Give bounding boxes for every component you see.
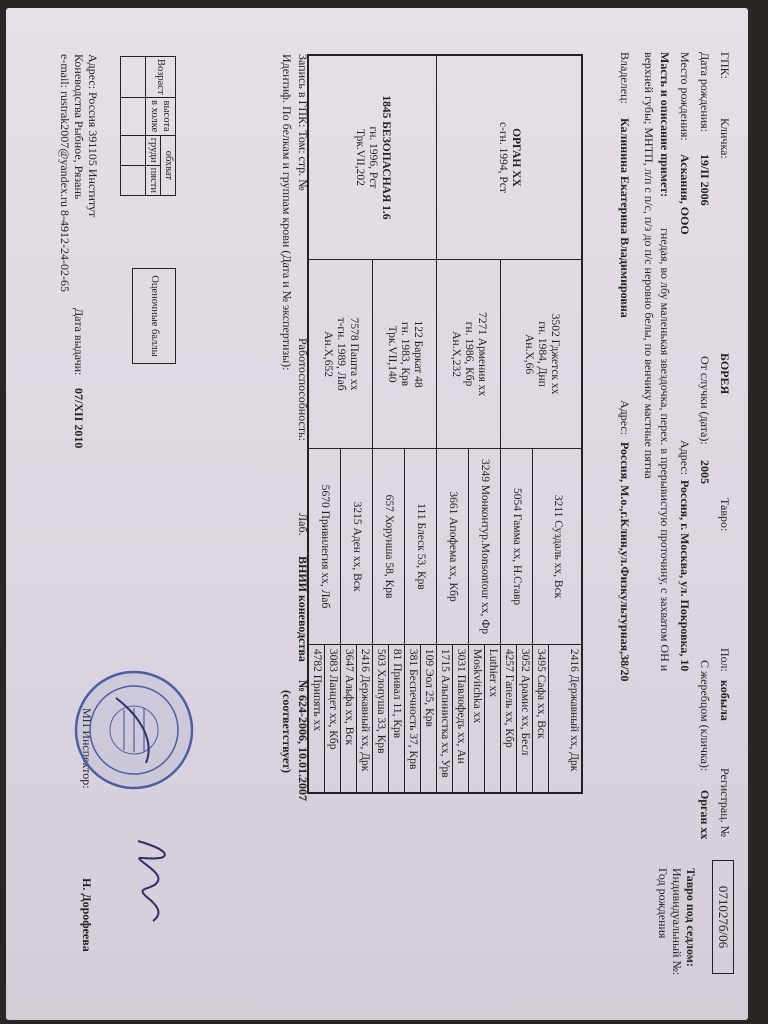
gpk-entry: Запись в ГПК: Том: стр. №: [296, 54, 310, 191]
owner-label: Владелец:: [618, 52, 632, 104]
conforms-note: (соответствует): [280, 690, 294, 774]
pedigree-gen2-1: [501, 259, 582, 448]
age-header: Возраст: [146, 57, 176, 98]
birth-date: 19/II 2006: [698, 154, 712, 206]
pedigree-gen4-3: 3052 Арамис хх, Бесл: [517, 644, 533, 793]
pedigree-gen2-2: [437, 259, 501, 448]
individual-number-label: Индивидуальный №:: [670, 868, 684, 976]
markings-label: Масть и описание примет:: [658, 52, 672, 198]
lab-label: Лаб.: [296, 513, 310, 536]
dam-cell: [309, 55, 438, 259]
owner-name: Калинина Екатерина Владимировна: [618, 118, 632, 318]
mating-date: 2005: [698, 460, 712, 484]
issue-date: 07/XII 2010: [72, 388, 86, 449]
institute-address-2: Коневодства Рыбное, Рязань: [72, 54, 86, 200]
sire-name: ОРГАН ХХ: [510, 128, 523, 187]
pedigree-gen3-4: 3661 Апофема хх, Кбр: [437, 449, 469, 645]
height-header: высота в холке: [146, 97, 176, 135]
chest-header: груди: [146, 135, 161, 165]
foal-sire-label: С жеребцом (кличка):: [698, 660, 712, 772]
pedigree-gen3-6: 657 Хорунша 58, Крв: [373, 449, 405, 645]
institute-address: Адрес: Россия 391105 Институт: [86, 54, 100, 218]
birth-year-label: Год рождения: [656, 868, 670, 939]
brand-label: Тавро:: [718, 498, 732, 532]
pedigree-gen3-5: 111 Блеск 53, Крв: [405, 449, 437, 645]
pedigree-gen4-10: 381 Беспечность 37, Крв: [405, 644, 421, 793]
markings-line-1: гнедая, во лбу маленькая звездочка, перех. в прерывистую проточину, с захватом ОН и: [658, 228, 672, 672]
inspector-name: Н. Дорофеева: [80, 878, 94, 952]
pedigree-gen3-2: 5054 Гамма хх, Н.Ставр: [501, 449, 533, 645]
pedigree-certificate: [6, 8, 748, 1020]
sex-value: кобыла: [718, 680, 732, 721]
pedigree-gen4-12: 503 Хлопуша 33, Крв: [373, 644, 389, 793]
signature-icon: [123, 836, 183, 926]
score-table: [132, 268, 176, 364]
contact-line: e-mail: rustrak2007@yandex.ru 8-4912-24-02-65: [58, 54, 72, 292]
score-header: Оценочные баллы: [133, 269, 176, 364]
dam-info-2: Трк.VII,202: [354, 129, 367, 186]
dam-name: 1845 БЕЗОПАСНАЯ 1.6: [380, 95, 393, 220]
registration-number: 071027б/06: [712, 860, 734, 974]
pedigree-table: [308, 54, 584, 794]
gpk-label: ГПК:: [718, 52, 732, 79]
pedigree-gen2-4-line3: Ан.X,652: [322, 331, 335, 377]
pedigree-gen3-1: 3211 Суздаль хх, Вск: [533, 449, 582, 645]
sire-cell: [437, 55, 582, 259]
document-photo: [6, 8, 748, 1020]
birthplace-address-label: Адрес:: [678, 440, 692, 476]
dam-info-1: гн. 1996, Рст: [367, 126, 380, 189]
pedigree-gen2-2-line3: Ан.X,232: [450, 331, 463, 377]
birth-date-label: Дата рождения:: [698, 52, 712, 133]
girth-header: обхват: [161, 135, 176, 195]
pedigree-gen4-5: Luthier хх: [485, 644, 501, 793]
official-stamp-icon: [72, 668, 196, 792]
owner-address: Россия, М.о.,г.Клин,ул.Физкультурная,38/20: [618, 442, 632, 682]
pedigree-gen2-1-line2: гн. 1984, Днп: [535, 321, 548, 387]
birthplace: Аскания, ООО: [678, 154, 692, 235]
lab-number: № 624-2006, 10.01.2007: [296, 680, 310, 802]
sire-info: с-гн. 1994, Рст: [497, 122, 510, 193]
cannon-header: пясти: [146, 165, 161, 195]
pedigree-gen2-3-line3: Трк.VII,140: [386, 325, 399, 383]
pedigree-gen2-2-name: 7271 Армения хх: [476, 312, 489, 397]
pedigree-gen2-2-line2: гн. 1986, Кбр: [463, 321, 476, 387]
pedigree-gen2-4: [309, 259, 374, 448]
issue-date-label: Дата выдачи:: [72, 308, 86, 376]
owner-address-label: Адрес:: [618, 400, 632, 436]
nickname-label: Кличка:: [718, 118, 732, 159]
sex-label: Пол:: [718, 648, 732, 672]
pedigree-gen4-16: 4782 Припять хх: [309, 644, 326, 793]
pedigree-gen4-1: 2416 Державный хх, Дрк: [549, 644, 582, 793]
pedigree-gen4-14: 3647 Альфа хх, Вск: [341, 644, 357, 793]
pedigree-gen2-1-name: 3502 Гджетск хх: [548, 313, 561, 395]
pedigree-gen2-4-line2: т-гн. 1989, Лаб: [335, 317, 348, 391]
pedigree-gen3-8: 5670 Привилегия хх, Лаб: [309, 449, 342, 645]
registration-label: Регистрац. №: [718, 768, 732, 838]
birthplace-label: Место рождения:: [678, 52, 692, 141]
pedigree-gen2-3-name: 122 Баркат 48: [412, 320, 425, 388]
pedigree-gen3-3: 3249 Монконтур.Monsontour хх, Фр: [469, 449, 501, 645]
markings-line-2: верхней губы; МНТП, л/п с п/с, п/з до п/с неровно белы, по венчику мастные пятна: [642, 52, 656, 479]
work-capacity-label: Работоспособность:: [296, 338, 310, 441]
measurements-table: [120, 56, 176, 196]
identification-line: Идентиф. По белкам и группам крови (Дата и № экспертизы):: [280, 54, 294, 371]
pedigree-gen2-3-line2: гн. 1983, Крв: [399, 321, 412, 387]
pedigree-gen3-7: 3215 Аден хх, Вск: [341, 449, 373, 645]
pedigree-gen4-11: 81 Привал 11, Крв: [389, 644, 405, 793]
pedigree-gen4-15: 3083 Ланцет хх, Кбр: [325, 644, 341, 793]
pedigree-gen4-9: 109 Эол 25, Крв: [421, 644, 437, 793]
pedigree-gen4-2: 3495 Сафа хх, Вск: [533, 644, 549, 793]
pedigree-gen2-1-line3: Ан.X,66: [522, 334, 535, 375]
horse-nickname: БОРЕЯ: [718, 353, 732, 395]
birthplace-address: Россия, г. Москва, ул. Покровка, 10: [678, 480, 692, 672]
mating-label: От случки (дата):: [698, 356, 712, 445]
pedigree-gen2-4-name: 7578 Пашта хх: [348, 317, 361, 391]
lab-name: ВНИИ коневодства: [296, 556, 310, 662]
pedigree-gen4-6: Moskvitchka хх: [469, 644, 485, 793]
pedigree-gen4-7: 3031 Павлофедъ хх, Ан: [453, 644, 469, 793]
foal-sire: Орган хх: [698, 790, 712, 840]
pedigree-gen2-3: [373, 259, 437, 448]
pedigree-gen4-8: 1715 Альпинистка хх, Урв: [437, 644, 453, 793]
pedigree-gen4-13: 2416 Державный хх, Дрк: [357, 644, 373, 793]
saddle-brand-label: Тавро под седлом:: [684, 868, 698, 967]
pedigree-gen4-4: 4257 Гапель хх, Кбр: [501, 644, 517, 793]
